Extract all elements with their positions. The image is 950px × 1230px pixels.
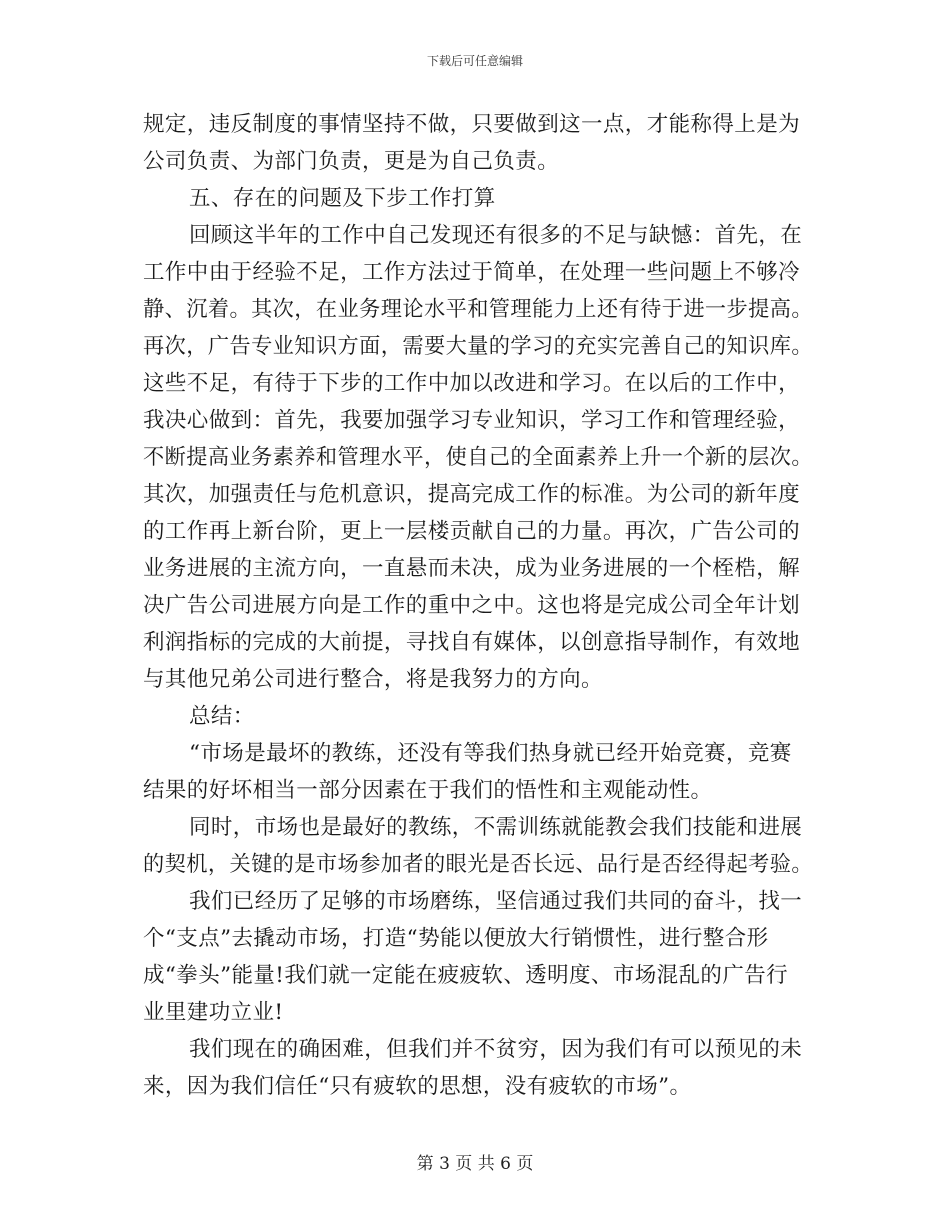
- text-line: 回顾这半年的工作中自己发现还有很多的不足与缺憾：首先，在: [189, 223, 803, 248]
- text-line: 来，因为我们信任“只有疲软的思想，没有疲软的市场”。: [143, 1074, 692, 1099]
- text-line: 个“支点”去撬动市场，打造“势能以便放大行销惯性，进行整合形: [143, 926, 769, 951]
- text-line: 其次，加强责任与危机意识，提高完成工作的标准。为公司的新年度: [143, 482, 801, 507]
- page-header: 下载后可任意编辑: [426, 54, 523, 68]
- text-line: 我决心做到：首先，我要加强学习专业知识，学习工作和管理经验，: [143, 408, 801, 433]
- text-line: “市场是最坏的教练，还没有等我们热身就已经开始竞赛，竞赛: [189, 741, 792, 766]
- text-line: 成“拳头”能量!我们就一定能在疲疲软、透明度、市场混乱的广告行: [143, 963, 789, 988]
- text-line: 规定，违反制度的事情坚持不做，只要做到这一点，才能称得上是为: [143, 112, 801, 137]
- text-line: 结果的好坏相当一部分因素在于我们的悟性和主观能动性。: [143, 778, 713, 803]
- text-line: 业里建功立业!: [143, 1000, 284, 1025]
- text-line: 业务进展的主流方向，一直悬而未决，成为业务进展的一个桎梏，解: [143, 556, 801, 581]
- text-line: 同时，市场也是最好的教练，不需训练就能教会我们技能和进展: [189, 815, 803, 840]
- text-line: 再次，广告专业知识方面，需要大量的学习的充实完善自己的知识库。: [143, 334, 813, 359]
- text-line: 公司负责、为部门负责，更是为自己负责。: [143, 149, 560, 174]
- text-line: 的契机，关键的是市场参加者的眼光是否长远、品行是否经得起考验。: [143, 852, 813, 877]
- text-line: 不断提高业务素养和管理水平，使自己的全面素养上升一个新的层次。: [143, 445, 813, 470]
- page-number: 第 3 页 共 6 页: [416, 1154, 534, 1174]
- text-line: 我们现在的确困难，但我们并不贫穷，因为我们有可以预见的未: [189, 1037, 803, 1062]
- text-line: 这些不足，有待于下步的工作中加以改进和学习。在以后的工作中，: [143, 371, 801, 396]
- text-line: 工作中由于经验不足，工作方法过于简单，在处理一些问题上不够冷: [143, 260, 801, 285]
- text-line: 的工作再上新台阶，更上一层楼贡献自己的力量。再次，广告公司的: [143, 519, 801, 544]
- text-line: 我们已经历了足够的市场磨练，坚信通过我们共同的奋斗，找一: [189, 889, 803, 914]
- text-line: 与其他兄弟公司进行整合，将是我努力的方向。: [143, 667, 603, 692]
- text-line: 五、存在的问题及下步工作打算: [189, 186, 496, 211]
- text-line: 静、沉着。其次，在业务理论水平和管理能力上还有待于进一步提高。: [143, 297, 813, 322]
- document-body: [143, 106, 813, 1105]
- text-line: 决广告公司进展方向是工作的重中之中。这也将是完成公司全年计划: [143, 593, 801, 618]
- text-line: 总结：: [189, 704, 255, 729]
- text-line: 利润指标的完成的大前提，寻找自有媒体，以创意指导制作，有效地: [143, 630, 801, 655]
